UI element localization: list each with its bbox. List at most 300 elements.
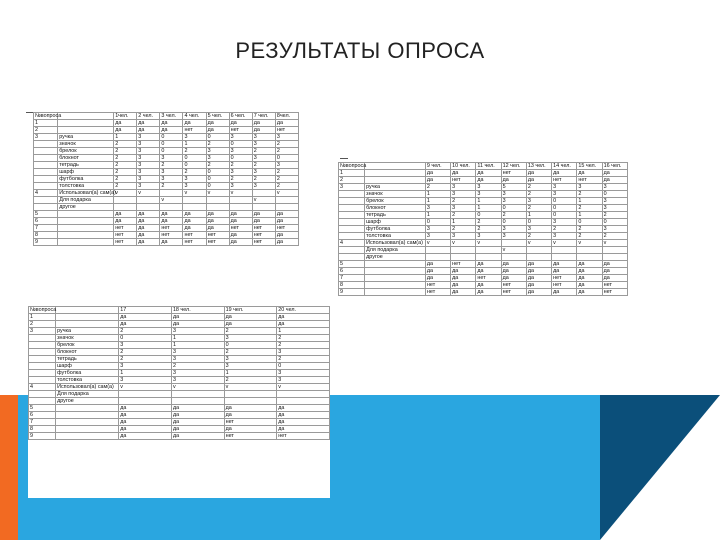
table-cell: да (577, 268, 602, 275)
table-cell: тетрадь (365, 212, 426, 219)
table-cell (602, 247, 627, 254)
table-cell (365, 177, 426, 184)
table-cell: v (137, 190, 160, 197)
table-cell: 2 (114, 169, 137, 176)
table-cell: 3 (183, 183, 206, 190)
table-cell: v (476, 240, 501, 247)
table-cell: нет (501, 289, 526, 296)
table-cell: 2 (114, 162, 137, 169)
table-cell: да (229, 120, 252, 127)
decor-orange-strip (0, 395, 18, 540)
table-cell (501, 254, 526, 261)
table-cell (229, 197, 252, 204)
table-cell: 2 (275, 183, 298, 190)
table-cell: значок (56, 335, 119, 342)
table-cell: да (160, 239, 183, 246)
table-cell: 1 (171, 342, 224, 349)
table-cell (34, 141, 58, 148)
table-row (339, 198, 628, 205)
table-cell: толстовка (56, 377, 119, 384)
table-cell: 4 (29, 384, 56, 391)
survey-table-1-panel (33, 112, 299, 290)
table-cell: 2 (206, 162, 229, 169)
table-cell: 3 (602, 198, 627, 205)
table-cell: 0 (602, 191, 627, 198)
table-row (339, 233, 628, 240)
table-cell (56, 433, 119, 440)
table-cell: нет (224, 433, 277, 440)
table-cell: да (476, 261, 501, 268)
table-cell: да (119, 314, 172, 321)
table-cell: 3 (552, 191, 577, 198)
table-cell: 6 (29, 412, 56, 419)
table-cell: 2 (119, 356, 172, 363)
table-cell (29, 391, 56, 398)
table-row (34, 141, 299, 148)
table-cell: 3 (501, 233, 526, 240)
table-cell: Для подарка (58, 197, 114, 204)
table-cell: 2 (224, 377, 277, 384)
table-cell: 0 (552, 212, 577, 219)
table-cell (58, 232, 114, 239)
table-cell: да (552, 261, 577, 268)
table-cell: да (275, 232, 298, 239)
header-cell: 13 чел. (526, 163, 551, 170)
table-cell: 2 (526, 184, 551, 191)
table-cell: нет (602, 282, 627, 289)
table-cell: нет (114, 239, 137, 246)
table-row (339, 247, 628, 254)
table-cell: v (229, 190, 252, 197)
table-cell: да (501, 177, 526, 184)
decor-dark-triangle (600, 395, 720, 540)
table-cell: да (577, 275, 602, 282)
table-cell: 3 (137, 183, 160, 190)
table-cell: да (577, 170, 602, 177)
table-cell: 3 (526, 198, 551, 205)
table-cell: да (425, 268, 450, 275)
table-cell (224, 391, 277, 398)
table-cell: шарф (365, 219, 426, 226)
table-cell: да (252, 211, 275, 218)
table-cell: v (451, 240, 476, 247)
table-cell (365, 275, 426, 282)
table-cell (339, 198, 365, 205)
table-row (29, 391, 330, 398)
table-cell (183, 204, 206, 211)
table-cell (34, 162, 58, 169)
table-cell (56, 426, 119, 433)
table-cell: 2 (339, 177, 365, 184)
table-cell: 0 (206, 183, 229, 190)
table-cell: нет (252, 225, 275, 232)
table-cell: да (171, 426, 224, 433)
header-cell: 11 чел. (476, 163, 501, 170)
table-cell: 2 (252, 176, 275, 183)
table-row (29, 377, 330, 384)
table-cell (339, 191, 365, 198)
table-cell: 5 (29, 405, 56, 412)
table-cell: нет (501, 282, 526, 289)
table-cell: 2 (119, 328, 172, 335)
table-cell: нет (160, 225, 183, 232)
table-cell: 3 (526, 226, 551, 233)
table-row (29, 335, 330, 342)
table-cell: да (137, 218, 160, 225)
table-cell: да (229, 218, 252, 225)
table-row (34, 155, 299, 162)
table-cell: нет (206, 239, 229, 246)
table-cell: 3 (119, 342, 172, 349)
table-cell: да (451, 282, 476, 289)
table-cell: да (119, 405, 172, 412)
table-cell: нет (114, 232, 137, 239)
table-cell: да (206, 120, 229, 127)
table-row (339, 282, 628, 289)
table-cell (224, 398, 277, 405)
table-cell: 1 (476, 205, 501, 212)
table-cell: да (119, 433, 172, 440)
table-cell: 1 (183, 141, 206, 148)
table-cell: 5 (501, 184, 526, 191)
table-cell: да (602, 177, 627, 184)
table-cell: да (552, 289, 577, 296)
table-cell: да (160, 127, 183, 134)
header-cell: 9 чел. (425, 163, 450, 170)
table-cell: 2 (114, 148, 137, 155)
header-cell (365, 163, 426, 170)
table-cell: 2 (160, 162, 183, 169)
table-cell (58, 239, 114, 246)
table-cell (114, 197, 137, 204)
table-cell: брелок (365, 198, 426, 205)
table-cell: 3 (137, 162, 160, 169)
table-cell (252, 190, 275, 197)
table-cell: нет (451, 177, 476, 184)
table-row (29, 321, 330, 328)
table-cell: да (224, 426, 277, 433)
table-cell: да (425, 275, 450, 282)
table-cell (56, 412, 119, 419)
table-cell: 1 (277, 328, 330, 335)
table-cell (58, 127, 114, 134)
table-cell (275, 197, 298, 204)
table-cell: нет (602, 289, 627, 296)
table-cell: да (229, 211, 252, 218)
table-cell: да (526, 268, 551, 275)
table-row (339, 184, 628, 191)
table-row (29, 370, 330, 377)
table-cell (206, 197, 229, 204)
table-cell: 3 (275, 134, 298, 141)
table-cell (29, 349, 56, 356)
table-cell: нет (160, 232, 183, 239)
table-cell: блокнот (58, 155, 114, 162)
table-cell: нет (577, 177, 602, 184)
table-cell: 2 (114, 141, 137, 148)
table-cell: да (114, 218, 137, 225)
table-cell: 2 (275, 141, 298, 148)
table-cell: 2 (577, 205, 602, 212)
table-cell: 3 (137, 176, 160, 183)
table-cell: 2 (114, 183, 137, 190)
table-row (339, 191, 628, 198)
header-cell: 18 чел. (171, 307, 224, 314)
table-cell: да (119, 419, 172, 426)
table-cell (602, 254, 627, 261)
table-cell (56, 314, 119, 321)
table-cell: да (552, 170, 577, 177)
table-cell: да (277, 426, 330, 433)
table-cell: 1 (29, 314, 56, 321)
table-cell: 3 (476, 191, 501, 198)
table-cell: 2 (277, 342, 330, 349)
table-cell (29, 342, 56, 349)
table-cell (275, 204, 298, 211)
table-cell: v (160, 197, 183, 204)
table-cell: 0 (501, 219, 526, 226)
table-cell: ручка (58, 134, 114, 141)
table-cell: 2 (476, 219, 501, 226)
table-cell: 2 (34, 127, 58, 134)
table-cell: 3 (160, 169, 183, 176)
table-row (29, 314, 330, 321)
header-cell: №вопроса (30, 307, 57, 313)
header-cell: 10 чел. (451, 163, 476, 170)
table-row (29, 349, 330, 356)
table-row (339, 268, 628, 275)
table-cell: 1 (171, 335, 224, 342)
table-cell: другое (58, 204, 114, 211)
survey-table-2-panel (338, 162, 628, 372)
table-cell: да (451, 170, 476, 177)
table-cell: да (224, 314, 277, 321)
table-row (29, 426, 330, 433)
table-cell: v (114, 190, 137, 197)
table-cell: да (552, 268, 577, 275)
header-cell: 15 чел. (577, 163, 602, 170)
table-cell: 3 (206, 148, 229, 155)
table-cell: 6 (34, 218, 58, 225)
survey-table-2 (338, 162, 628, 296)
table-cell (425, 254, 450, 261)
table-row (29, 328, 330, 335)
table-row (34, 134, 299, 141)
table-cell: 0 (119, 335, 172, 342)
table-cell (365, 170, 426, 177)
table-cell: 2 (160, 183, 183, 190)
table-cell (339, 212, 365, 219)
table-cell: 2 (602, 212, 627, 219)
table-cell: 0 (552, 205, 577, 212)
table-cell: да (171, 433, 224, 440)
table-cell: 3 (137, 155, 160, 162)
table-cell: 3 (252, 183, 275, 190)
table-cell: 2 (577, 226, 602, 233)
table-cell: 3 (119, 377, 172, 384)
table-cell (476, 247, 501, 254)
table-cell: да (119, 426, 172, 433)
table-cell: 2 (526, 233, 551, 240)
table-cell: 3 (229, 183, 252, 190)
table-cell: 5 (34, 211, 58, 218)
table-cell: да (114, 211, 137, 218)
table-cell: 2 (277, 335, 330, 342)
table-cell: да (183, 120, 206, 127)
table-row (34, 204, 299, 211)
table-cell (339, 233, 365, 240)
table-cell: 3 (137, 141, 160, 148)
table-cell (56, 321, 119, 328)
table-cell: 2 (252, 148, 275, 155)
table-cell (56, 405, 119, 412)
table-cell (119, 398, 172, 405)
table-header-row (29, 307, 330, 314)
table-cell: 5 (339, 261, 365, 268)
table-cell: 0 (224, 342, 277, 349)
table-row (339, 177, 628, 184)
table-cell: 0 (206, 176, 229, 183)
table-cell: да (275, 120, 298, 127)
table-cell (137, 204, 160, 211)
table-cell: другое (365, 254, 426, 261)
table-row (339, 219, 628, 226)
table-cell: да (229, 232, 252, 239)
table-cell: 4 (34, 190, 58, 197)
table-cell: да (476, 177, 501, 184)
table-row (29, 363, 330, 370)
table-cell: да (602, 268, 627, 275)
table-cell (34, 176, 58, 183)
table-cell (476, 254, 501, 261)
table-cell: значок (58, 141, 114, 148)
table-cell (365, 282, 426, 289)
table-cell: да (451, 289, 476, 296)
table-cell: 1 (119, 370, 172, 377)
table-cell: да (206, 127, 229, 134)
table-cell: 3 (501, 198, 526, 205)
table-cell (277, 391, 330, 398)
table-cell: 3 (171, 370, 224, 377)
table-cell: да (501, 275, 526, 282)
table-cell: 3 (183, 134, 206, 141)
table-cell: нет (425, 282, 450, 289)
table-cell: 1 (577, 198, 602, 205)
table-cell: да (275, 211, 298, 218)
table-cell: тетрадь (58, 162, 114, 169)
table-row (339, 170, 628, 177)
table-cell: нет (183, 232, 206, 239)
table-cell: да (252, 120, 275, 127)
table-cell: да (451, 275, 476, 282)
table-cell: толстовка (365, 233, 426, 240)
table-cell: да (137, 239, 160, 246)
table-cell: да (160, 218, 183, 225)
table-cell: 0 (275, 155, 298, 162)
table-cell (34, 148, 58, 155)
table-cell: да (183, 218, 206, 225)
table-cell: 3 (224, 363, 277, 370)
table-row (34, 169, 299, 176)
table-cell (206, 204, 229, 211)
table-cell: 0 (183, 162, 206, 169)
table-cell (425, 247, 450, 254)
table-cell: 1 (425, 191, 450, 198)
table-cell: 0 (206, 169, 229, 176)
table-cell: 0 (160, 134, 183, 141)
table-cell: 1 (339, 170, 365, 177)
table-cell: 2 (577, 191, 602, 198)
table-cell: 3 (602, 184, 627, 191)
table-cell: шарф (56, 363, 119, 370)
header-cell: 6 чел. (229, 113, 252, 120)
table-cell: да (526, 289, 551, 296)
table-cell (58, 225, 114, 232)
table-cell: 3 (277, 370, 330, 377)
table-cell: значок (365, 191, 426, 198)
table-cell: нет (552, 282, 577, 289)
table-row (339, 226, 628, 233)
header-cell: 5 чел. (206, 113, 229, 120)
table-cell (34, 204, 58, 211)
table-cell: 3 (476, 233, 501, 240)
table-cell: v (171, 384, 224, 391)
header-cell: 12 чел. (501, 163, 526, 170)
table-cell: 9 (339, 289, 365, 296)
table-cell (365, 289, 426, 296)
table-cell: нет (275, 225, 298, 232)
table-cell: 2 (206, 141, 229, 148)
table-cell: 3 (425, 226, 450, 233)
table-cell: да (224, 405, 277, 412)
table-cell: нет (277, 433, 330, 440)
table-cell: v (526, 240, 551, 247)
table-cell: да (602, 261, 627, 268)
table-cell: 7 (34, 225, 58, 232)
table-cell: 3 (451, 233, 476, 240)
table-cell: v (577, 240, 602, 247)
table-cell: v (602, 240, 627, 247)
header-cell: 1чел. (114, 113, 137, 120)
table-cell: 2 (114, 155, 137, 162)
table-row (339, 254, 628, 261)
table-cell: нет (114, 225, 137, 232)
table-row (34, 162, 299, 169)
header-cell (58, 113, 114, 120)
table-cell: 2 (275, 148, 298, 155)
table-cell: 3 (137, 169, 160, 176)
table-cell: 2 (552, 226, 577, 233)
table-cell: да (526, 282, 551, 289)
table-cell (277, 398, 330, 405)
table-cell: 2 (451, 212, 476, 219)
table-cell: 2 (526, 205, 551, 212)
table-cell: 0 (577, 219, 602, 226)
table-cell: да (577, 261, 602, 268)
table-cell: да (476, 289, 501, 296)
table-cell: 3 (602, 226, 627, 233)
survey-table-1 (33, 112, 299, 246)
table-cell: 1 (476, 198, 501, 205)
table-cell (339, 226, 365, 233)
table-cell: 2 (275, 176, 298, 183)
table-cell (29, 398, 56, 405)
table-cell (119, 391, 172, 398)
table-cell: да (425, 170, 450, 177)
table-row (339, 275, 628, 282)
table-cell: 2 (114, 176, 137, 183)
table-header-row (339, 163, 628, 170)
